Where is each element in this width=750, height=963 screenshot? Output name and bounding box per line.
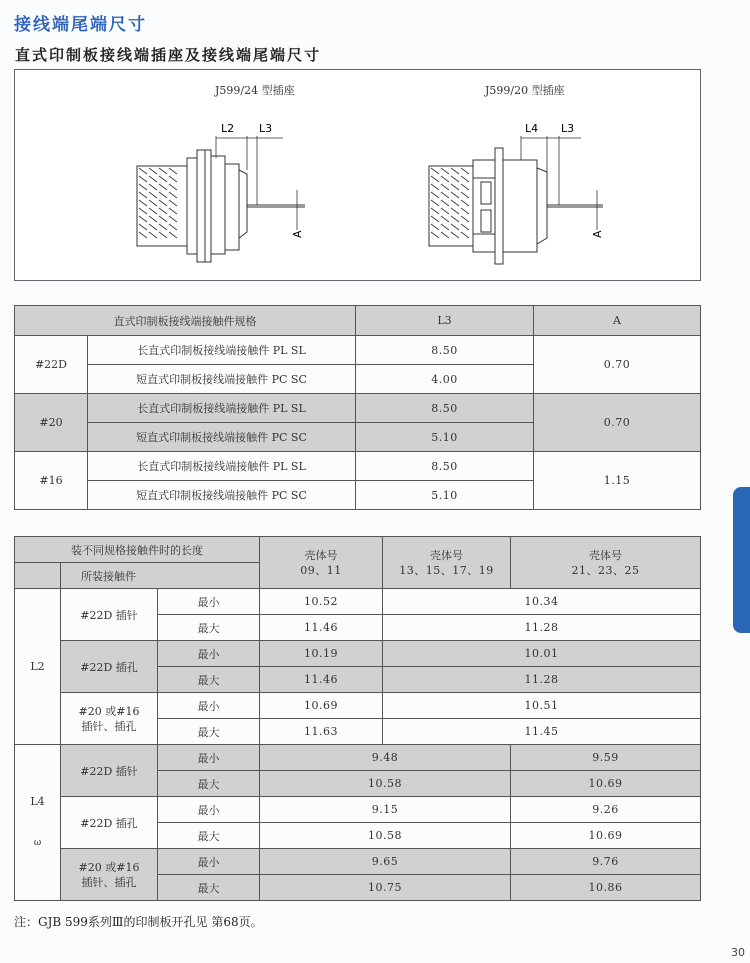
subsection-title: 直式印制板接线端插座及接线端尾端尺寸 bbox=[15, 46, 322, 64]
l4-label: L4 ω bbox=[15, 745, 61, 901]
l2-value: 11.46 bbox=[260, 667, 383, 693]
table1-header-l3: L3 bbox=[356, 306, 534, 336]
table1-a-value: 1.15 bbox=[534, 452, 701, 510]
l2-contact: #22D 插孔 bbox=[61, 641, 158, 693]
page-number: 30 bbox=[731, 946, 745, 959]
footnote: 注：GJB 599系列Ⅲ的印制板开孔见 第68页。 bbox=[14, 915, 263, 929]
right-caption: J599/20 型插座 bbox=[485, 84, 565, 97]
table1-contact-name: 长直式印制板接线端接触件 PL SL bbox=[88, 394, 356, 423]
right-dim-l3: L3 bbox=[561, 122, 575, 135]
table1-contact-name: 短直式印制板接线端接触件 PC SC bbox=[88, 481, 356, 510]
min-label: 最小 bbox=[158, 641, 260, 667]
max-label: 最大 bbox=[158, 719, 260, 745]
max-label: 最大 bbox=[158, 615, 260, 641]
table2-header-sub: 所装接触件 bbox=[61, 563, 260, 589]
l4-value: 9.65 bbox=[260, 849, 511, 875]
l2-value: 10.01 bbox=[383, 641, 701, 667]
l4-value: 9.48 bbox=[260, 745, 511, 771]
l4-value: 9.26 bbox=[511, 797, 701, 823]
table1-size: #22D bbox=[15, 336, 88, 394]
section-title: 接线端尾端尺寸 bbox=[14, 15, 147, 35]
l4-value: 10.69 bbox=[511, 771, 701, 797]
l4-value: 9.15 bbox=[260, 797, 511, 823]
table1-l3-value: 8.50 bbox=[356, 336, 534, 365]
l4-value: 10.58 bbox=[260, 823, 511, 849]
table1-contact-name: 长直式印制板接线端接触件 PL SL bbox=[88, 452, 356, 481]
contact-spec-table bbox=[14, 305, 701, 510]
length-table bbox=[14, 536, 701, 901]
table2-header-main: 装不同规格接触件时的长度 bbox=[15, 537, 260, 563]
min-label: 最小 bbox=[158, 693, 260, 719]
connector-drawing-svg bbox=[15, 70, 700, 280]
l4-contact: #20 或#16 插针、插孔 bbox=[61, 849, 158, 901]
l2-value: 11.46 bbox=[260, 615, 383, 641]
left-dim-a: A bbox=[291, 230, 304, 238]
left-caption: J599/24 型插座 bbox=[215, 84, 295, 97]
table2-shell-3: 壳体号 21、23、25 bbox=[511, 537, 701, 589]
j599-24-connector-figure bbox=[137, 136, 305, 262]
table1-header-spec: 直式印制板接线端接触件规格 bbox=[15, 306, 356, 336]
table1-header-a: A bbox=[534, 306, 701, 336]
l2-value: 11.63 bbox=[260, 719, 383, 745]
l2-value: 11.28 bbox=[383, 615, 701, 641]
l2-value: 10.34 bbox=[383, 589, 701, 615]
l4-value: 10.58 bbox=[260, 771, 511, 797]
max-label: 最大 bbox=[158, 823, 260, 849]
l2-value: 11.28 bbox=[383, 667, 701, 693]
max-label: 最大 bbox=[158, 667, 260, 693]
table1-contact-name: 短直式印制板接线端接触件 PC SC bbox=[88, 423, 356, 452]
l2-label: L2 bbox=[15, 589, 61, 745]
j599-20-connector-figure bbox=[429, 136, 603, 264]
table1-a-value: 0.70 bbox=[534, 336, 701, 394]
l4-value: 10.86 bbox=[511, 875, 701, 901]
max-label: 最大 bbox=[158, 771, 260, 797]
l4-value: 9.76 bbox=[511, 849, 701, 875]
table1-contact-name: 短直式印制板接线端接触件 PC SC bbox=[88, 365, 356, 394]
table1-l3-value: 5.10 bbox=[356, 423, 534, 452]
l2-contact: #22D 插针 bbox=[61, 589, 158, 641]
section-tab bbox=[733, 487, 750, 633]
table1-a-value: 0.70 bbox=[534, 394, 701, 452]
table1-l3-value: 8.50 bbox=[356, 394, 534, 423]
l4-value: 10.75 bbox=[260, 875, 511, 901]
right-dim-l4: L4 bbox=[525, 122, 539, 135]
l4-value: 9.59 bbox=[511, 745, 701, 771]
min-label: 最小 bbox=[158, 589, 260, 615]
min-label: 最小 bbox=[158, 797, 260, 823]
l4-contact: #22D 插针 bbox=[61, 745, 158, 797]
l2-value: 11.45 bbox=[383, 719, 701, 745]
l4-contact: #22D 插孔 bbox=[61, 797, 158, 849]
left-dim-l3: L3 bbox=[259, 122, 273, 135]
l2-value: 10.19 bbox=[260, 641, 383, 667]
min-label: 最小 bbox=[158, 849, 260, 875]
table1-l3-value: 5.10 bbox=[356, 481, 534, 510]
l2-value: 10.52 bbox=[260, 589, 383, 615]
l2-value: 10.69 bbox=[260, 693, 383, 719]
table1-size: #16 bbox=[15, 452, 88, 510]
table1-l3-value: 4.00 bbox=[356, 365, 534, 394]
connector-drawing bbox=[14, 69, 701, 281]
l2-value: 10.51 bbox=[383, 693, 701, 719]
table1-contact-name: 长直式印制板接线端接触件 PL SL bbox=[88, 336, 356, 365]
right-dim-a: A bbox=[591, 230, 604, 238]
table2-shell-1: 壳体号 09、11 bbox=[260, 537, 383, 589]
left-dim-l2: L2 bbox=[221, 122, 235, 135]
l2-contact: #20 或#16 插针、插孔 bbox=[61, 693, 158, 745]
table1-l3-value: 8.50 bbox=[356, 452, 534, 481]
table2-shell-2: 壳体号 13、15、17、19 bbox=[383, 537, 511, 589]
max-label: 最大 bbox=[158, 875, 260, 901]
table1-size: #20 bbox=[15, 394, 88, 452]
min-label: 最小 bbox=[158, 745, 260, 771]
l4-value: 10.69 bbox=[511, 823, 701, 849]
